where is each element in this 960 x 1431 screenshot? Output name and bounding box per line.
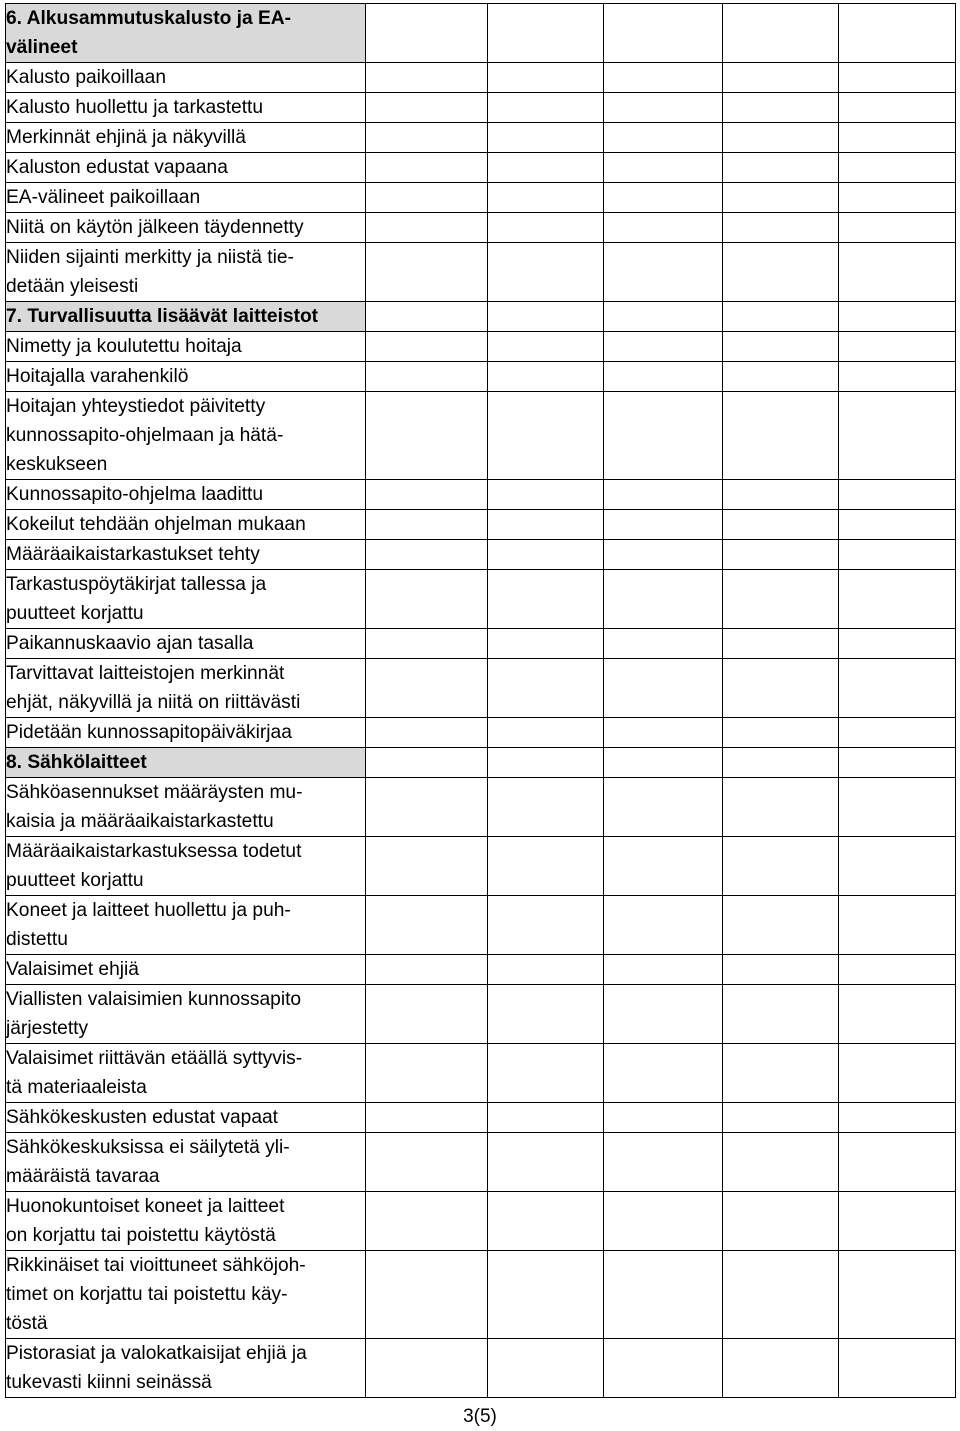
label-line: Kaluston edustat vapaana — [6, 157, 228, 178]
checklist-row — [6, 570, 956, 629]
check-cell[interactable] — [488, 748, 604, 778]
check-cell[interactable] — [723, 392, 839, 480]
check-cell[interactable] — [723, 510, 839, 540]
label-line: Hoitajalla varahenkilö — [6, 366, 189, 387]
checklist-row — [6, 480, 956, 510]
check-cell[interactable] — [604, 896, 723, 955]
check-cell[interactable] — [604, 183, 723, 213]
check-cell[interactable] — [488, 985, 604, 1044]
check-cell[interactable] — [488, 1103, 604, 1133]
check-cell[interactable] — [488, 778, 604, 837]
checklist-item-label — [6, 362, 366, 392]
label-line: tä materiaaleista — [6, 1077, 147, 1098]
label-line: kunnossapito-ohjelmaan ja hätä- — [6, 425, 284, 446]
check-cell[interactable] — [366, 93, 488, 123]
label-line: Pidetään kunnossapitopäiväkirjaa — [6, 722, 292, 743]
check-cell[interactable] — [839, 659, 956, 718]
check-cell[interactable] — [604, 93, 723, 123]
check-cell[interactable] — [366, 63, 488, 93]
checklist-row — [6, 837, 956, 896]
check-cell[interactable] — [366, 1103, 488, 1133]
check-cell[interactable] — [604, 1133, 723, 1192]
check-cell[interactable] — [723, 1192, 839, 1251]
checklist-item-label — [6, 243, 366, 302]
checklist-item-label — [6, 1251, 366, 1339]
checklist-row — [6, 392, 956, 480]
check-cell[interactable] — [366, 1251, 488, 1339]
check-cell[interactable] — [723, 480, 839, 510]
label-line: distettu — [6, 929, 68, 950]
label-line: 6. Alkusammutuskalusto ja EA- — [6, 8, 292, 29]
checklist-row — [6, 955, 956, 985]
label-line: järjestetty — [6, 1018, 89, 1039]
check-cell[interactable] — [488, 896, 604, 955]
label-line: Sähkökeskuksissa ei säilytetä yli- — [6, 1137, 290, 1158]
check-cell[interactable] — [604, 1103, 723, 1133]
label-line: puutteet korjattu — [6, 870, 144, 891]
check-cell[interactable] — [604, 748, 723, 778]
checklist-item-label — [6, 93, 366, 123]
check-cell[interactable] — [604, 243, 723, 302]
checklist-item-label — [6, 63, 366, 93]
checklist-row — [6, 1192, 956, 1251]
check-cell[interactable] — [839, 153, 956, 183]
check-cell[interactable] — [723, 4, 839, 63]
check-cell[interactable] — [488, 837, 604, 896]
check-cell[interactable] — [366, 302, 488, 332]
label-line: Kunnossapito-ohjelma laadittu — [6, 484, 264, 505]
check-cell[interactable] — [723, 1133, 839, 1192]
label-line: Sähkökeskusten edustat vapaat — [6, 1107, 279, 1128]
check-cell[interactable] — [488, 480, 604, 510]
check-cell[interactable] — [604, 1044, 723, 1103]
check-cell[interactable] — [723, 985, 839, 1044]
check-cell[interactable] — [604, 123, 723, 153]
page-number: 3(5) — [463, 1406, 497, 1427]
label-line: EA-välineet paikoillaan — [6, 187, 201, 208]
check-cell[interactable] — [488, 302, 604, 332]
check-cell[interactable] — [366, 659, 488, 718]
check-cell[interactable] — [604, 570, 723, 629]
check-cell[interactable] — [366, 570, 488, 629]
checklist-table — [5, 3, 956, 1398]
section-title — [6, 302, 366, 332]
check-cell[interactable] — [488, 1192, 604, 1251]
check-cell[interactable] — [604, 1339, 723, 1398]
check-cell[interactable] — [604, 510, 723, 540]
check-cell[interactable] — [723, 1044, 839, 1103]
check-cell[interactable] — [488, 629, 604, 659]
check-cell[interactable] — [366, 985, 488, 1044]
check-cell[interactable] — [839, 1339, 956, 1398]
check-cell[interactable] — [604, 4, 723, 63]
section-header-row — [6, 748, 956, 778]
check-cell[interactable] — [604, 778, 723, 837]
check-cell[interactable] — [488, 183, 604, 213]
check-cell[interactable] — [488, 153, 604, 183]
checklist-item-label — [6, 213, 366, 243]
check-cell[interactable] — [366, 362, 488, 392]
label-line: Kalusto huollettu ja tarkastettu — [6, 97, 264, 118]
section-title — [6, 748, 366, 778]
check-cell[interactable] — [488, 955, 604, 985]
check-cell[interactable] — [488, 659, 604, 718]
checklist-row — [6, 332, 956, 362]
check-cell[interactable] — [723, 93, 839, 123]
label-line: Kokeilut tehdään ohjelman mukaan — [6, 514, 306, 535]
check-cell[interactable] — [604, 332, 723, 362]
check-cell[interactable] — [839, 629, 956, 659]
check-cell[interactable] — [839, 985, 956, 1044]
check-cell[interactable] — [366, 123, 488, 153]
check-cell[interactable] — [839, 570, 956, 629]
check-cell[interactable] — [723, 748, 839, 778]
checklist-item-label — [6, 778, 366, 837]
check-cell[interactable] — [366, 718, 488, 748]
label-line: 8. Sähkölaitteet — [6, 752, 147, 773]
checklist-item-label — [6, 332, 366, 362]
checklist-row — [6, 213, 956, 243]
checklist-row — [6, 629, 956, 659]
checklist-row — [6, 93, 956, 123]
check-cell[interactable] — [488, 332, 604, 362]
label-line: Viallisten valaisimien kunnossapito — [6, 989, 302, 1010]
label-line: töstä — [6, 1313, 48, 1334]
label-line: tukevasti kiinni seinässä — [6, 1372, 212, 1393]
check-cell[interactable] — [723, 123, 839, 153]
check-cell[interactable] — [488, 1251, 604, 1339]
check-cell[interactable] — [839, 392, 956, 480]
check-cell[interactable] — [366, 629, 488, 659]
label-line: Kalusto paikoillaan — [6, 67, 167, 88]
check-cell[interactable] — [488, 1044, 604, 1103]
check-cell[interactable] — [723, 540, 839, 570]
label-line: detään yleisesti — [6, 276, 139, 297]
check-cell[interactable] — [366, 540, 488, 570]
checklist-item-label — [6, 985, 366, 1044]
check-cell[interactable] — [723, 629, 839, 659]
label-line: Nimetty ja koulutettu hoitaja — [6, 336, 242, 357]
check-cell[interactable] — [604, 63, 723, 93]
checklist-item-label — [6, 570, 366, 629]
checklist-item-label — [6, 837, 366, 896]
check-cell[interactable] — [723, 718, 839, 748]
check-cell[interactable] — [723, 896, 839, 955]
check-cell[interactable] — [839, 540, 956, 570]
check-cell[interactable] — [488, 213, 604, 243]
checklist-row — [6, 540, 956, 570]
check-cell[interactable] — [488, 1133, 604, 1192]
label-line: timet on korjattu tai poistettu käy- — [6, 1284, 288, 1305]
label-line: Huonokuntoiset koneet ja laitteet — [6, 1196, 285, 1217]
check-cell[interactable] — [839, 332, 956, 362]
check-cell[interactable] — [723, 570, 839, 629]
check-cell[interactable] — [366, 332, 488, 362]
check-cell[interactable] — [366, 896, 488, 955]
check-cell[interactable] — [366, 748, 488, 778]
check-cell[interactable] — [366, 1044, 488, 1103]
checklist-row — [6, 985, 956, 1044]
checklist-item-label — [6, 480, 366, 510]
label-line: on korjattu tai poistettu käytöstä — [6, 1225, 276, 1246]
check-cell[interactable] — [604, 955, 723, 985]
check-cell[interactable] — [839, 362, 956, 392]
checklist-row — [6, 896, 956, 955]
checklist-row — [6, 1103, 956, 1133]
check-cell[interactable] — [604, 1192, 723, 1251]
check-cell[interactable] — [488, 570, 604, 629]
check-cell[interactable] — [604, 659, 723, 718]
check-cell[interactable] — [839, 63, 956, 93]
label-line: puutteet korjattu — [6, 603, 144, 624]
check-cell[interactable] — [604, 837, 723, 896]
checklist-row — [6, 1133, 956, 1192]
check-cell[interactable] — [488, 362, 604, 392]
checklist-row — [6, 362, 956, 392]
check-cell[interactable] — [488, 93, 604, 123]
label-line: Niiden sijainti merkitty ja niistä tie- — [6, 247, 294, 268]
check-cell[interactable] — [366, 510, 488, 540]
checklist-item-label — [6, 896, 366, 955]
checklist-row — [6, 659, 956, 718]
check-cell[interactable] — [839, 955, 956, 985]
check-cell[interactable] — [488, 510, 604, 540]
checklist-item-label — [6, 392, 366, 480]
check-cell[interactable] — [604, 362, 723, 392]
label-line: Sähköasennukset määräysten mu- — [6, 782, 303, 803]
checklist-row — [6, 183, 956, 213]
check-cell[interactable] — [839, 123, 956, 153]
label-line: välineet — [6, 37, 78, 58]
label-line: Valaisimet ehjiä — [6, 959, 139, 980]
checklist-row — [6, 243, 956, 302]
checklist-row — [6, 1251, 956, 1339]
check-cell[interactable] — [488, 392, 604, 480]
check-cell[interactable] — [839, 510, 956, 540]
label-line: Määräaikaistarkastukset tehty — [6, 544, 260, 565]
check-cell[interactable] — [839, 243, 956, 302]
check-cell[interactable] — [488, 243, 604, 302]
label-line: 7. Turvallisuutta lisäävät laitteistot — [6, 306, 319, 327]
check-cell[interactable] — [839, 778, 956, 837]
check-cell[interactable] — [604, 985, 723, 1044]
check-cell[interactable] — [488, 123, 604, 153]
checklist-item-label — [6, 1192, 366, 1251]
check-cell[interactable] — [723, 243, 839, 302]
label-line: keskukseen — [6, 454, 108, 475]
label-line: Tarvittavat laitteistojen merkinnät — [6, 663, 285, 684]
check-cell[interactable] — [839, 213, 956, 243]
check-cell[interactable] — [839, 480, 956, 510]
check-cell[interactable] — [723, 213, 839, 243]
check-cell[interactable] — [366, 153, 488, 183]
check-cell[interactable] — [723, 332, 839, 362]
check-cell[interactable] — [723, 302, 839, 332]
check-cell[interactable] — [604, 540, 723, 570]
check-cell[interactable] — [839, 718, 956, 748]
check-cell[interactable] — [604, 718, 723, 748]
checklist-item-label — [6, 1044, 366, 1103]
check-cell[interactable] — [488, 1339, 604, 1398]
check-cell[interactable] — [723, 63, 839, 93]
check-cell[interactable] — [723, 153, 839, 183]
label-line: Valaisimet riittävän etäällä syttyvis- — [6, 1048, 303, 1069]
checklist-item-label — [6, 510, 366, 540]
checklist-row — [6, 1339, 956, 1398]
checklist-item-label — [6, 629, 366, 659]
section-header-row — [6, 302, 956, 332]
checklist-row — [6, 510, 956, 540]
check-cell[interactable] — [488, 63, 604, 93]
check-cell[interactable] — [366, 392, 488, 480]
label-line: Merkinnät ehjinä ja näkyvillä — [6, 127, 246, 148]
check-cell[interactable] — [839, 1103, 956, 1133]
label-line: määräistä tavaraa — [6, 1166, 160, 1187]
check-cell[interactable] — [604, 480, 723, 510]
label-line: Koneet ja laitteet huollettu ja puh- — [6, 900, 291, 921]
check-cell[interactable] — [604, 1251, 723, 1339]
checklist-item-label — [6, 123, 366, 153]
check-cell[interactable] — [839, 837, 956, 896]
checklist-item-label — [6, 540, 366, 570]
check-cell[interactable] — [839, 1192, 956, 1251]
label-line: Hoitajan yhteystiedot päivitetty — [6, 396, 266, 417]
check-cell[interactable] — [366, 1192, 488, 1251]
check-cell[interactable] — [723, 183, 839, 213]
check-cell[interactable] — [839, 1133, 956, 1192]
check-cell[interactable] — [366, 1133, 488, 1192]
checklist-item-label — [6, 183, 366, 213]
check-cell[interactable] — [604, 629, 723, 659]
check-cell[interactable] — [839, 1044, 956, 1103]
checklist-item-label — [6, 718, 366, 748]
check-cell[interactable] — [604, 213, 723, 243]
checklist-row — [6, 63, 956, 93]
check-cell[interactable] — [604, 392, 723, 480]
section-title — [6, 4, 366, 63]
check-cell[interactable] — [366, 955, 488, 985]
check-cell[interactable] — [723, 1339, 839, 1398]
label-line: ehjät, näkyvillä ja niitä on riittävästi — [6, 692, 301, 713]
check-cell[interactable] — [366, 213, 488, 243]
checklist-item-label — [6, 1339, 366, 1398]
check-cell[interactable] — [488, 4, 604, 63]
check-cell[interactable] — [366, 183, 488, 213]
label-line: Määräaikaistarkastuksessa todetut — [6, 841, 302, 862]
check-cell[interactable] — [723, 1103, 839, 1133]
check-cell[interactable] — [604, 302, 723, 332]
check-cell[interactable] — [839, 4, 956, 63]
checklist-row — [6, 718, 956, 748]
check-cell[interactable] — [366, 480, 488, 510]
checklist-item-label — [6, 659, 366, 718]
check-cell[interactable] — [366, 243, 488, 302]
check-cell[interactable] — [839, 896, 956, 955]
check-cell[interactable] — [839, 183, 956, 213]
check-cell[interactable] — [723, 778, 839, 837]
label-line: Pistorasiat ja valokatkaisijat ehjiä ja — [6, 1343, 307, 1364]
label-line: Niitä on käytön jälkeen täydennetty — [6, 217, 304, 238]
checklist-item-label — [6, 955, 366, 985]
check-cell[interactable] — [839, 93, 956, 123]
checklist-body — [6, 4, 956, 1398]
check-cell[interactable] — [723, 659, 839, 718]
check-cell[interactable] — [488, 718, 604, 748]
checklist-row — [6, 1044, 956, 1103]
check-cell[interactable] — [723, 837, 839, 896]
check-cell[interactable] — [839, 748, 956, 778]
check-cell[interactable] — [839, 1251, 956, 1339]
check-cell[interactable] — [723, 1251, 839, 1339]
label-line: Paikannuskaavio ajan tasalla — [6, 633, 254, 654]
label-line: Tarkastuspöytäkirjat tallessa ja — [6, 574, 267, 595]
checklist-item-label — [6, 153, 366, 183]
checklist-row — [6, 123, 956, 153]
check-cell[interactable] — [366, 4, 488, 63]
label-line: kaisia ja määräaikaistarkastettu — [6, 811, 274, 832]
check-cell[interactable] — [488, 540, 604, 570]
check-cell[interactable] — [723, 955, 839, 985]
check-cell[interactable] — [604, 153, 723, 183]
check-cell[interactable] — [366, 778, 488, 837]
check-cell[interactable] — [839, 302, 956, 332]
check-cell[interactable] — [366, 1339, 488, 1398]
checklist-item-label — [6, 1133, 366, 1192]
checklist-item-label — [6, 1103, 366, 1133]
checklist-row — [6, 778, 956, 837]
section-header-row — [6, 4, 956, 63]
check-cell[interactable] — [723, 362, 839, 392]
label-line: Rikkinäiset tai vioittuneet sähköjoh- — [6, 1255, 306, 1276]
checklist-row — [6, 153, 956, 183]
check-cell[interactable] — [366, 837, 488, 896]
